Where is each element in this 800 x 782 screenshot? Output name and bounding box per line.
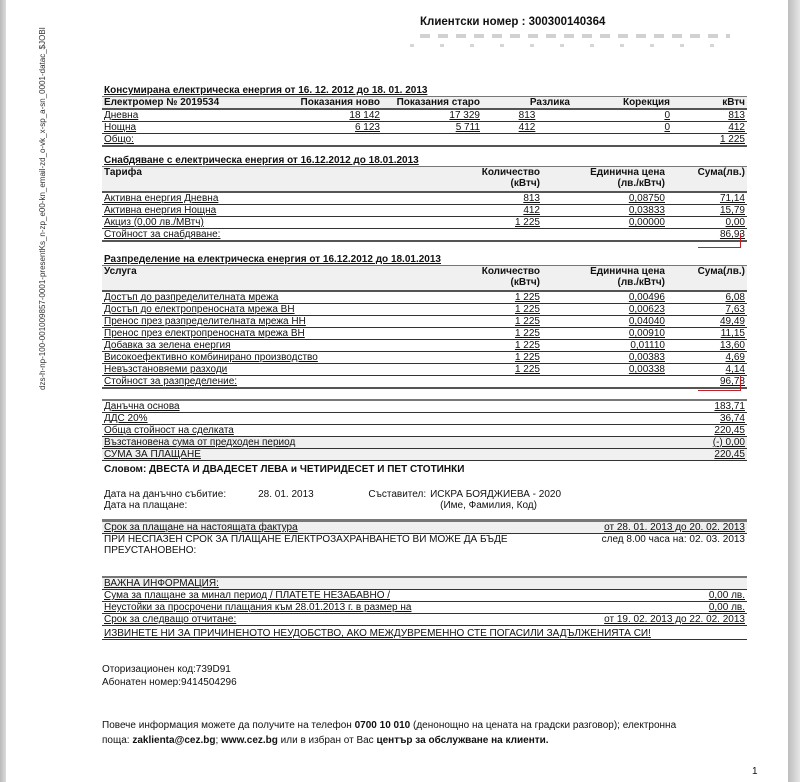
table-row [102, 364, 747, 376]
past-due-value: 0,00 лв. [547, 590, 747, 602]
total-label: Общо: [102, 134, 672, 147]
total-label: Стойност за разпределение: [102, 376, 667, 389]
disconnection-warning-cont: ПРЕУСТАНОВЕНО: [104, 545, 197, 556]
viewer-left-edge [0, 0, 6, 782]
authorization-code: Оторизационен код:739D91 [102, 664, 231, 675]
cell: 5 711 [382, 122, 482, 134]
cell: 17 329 [382, 109, 482, 122]
client-number: 300300140364 [528, 16, 606, 28]
cell: 412 [672, 122, 747, 134]
next-reading-label: Срок за следващо отчитане: [102, 614, 547, 626]
viewer-scrollbar[interactable] [788, 0, 800, 782]
deadline-value: от 28. 01. 2013 до 20. 02. 2013 [547, 522, 747, 534]
cell: 813 [482, 109, 572, 122]
cell: 0,00 [667, 217, 747, 229]
cell: 18 142 [272, 109, 382, 122]
footer-text: или в избран от Вас [277, 735, 377, 746]
disconnection-warning: ПРИ НЕСПАЗЕН СРОК ЗА ПЛАЩАНЕ ЕЛЕКТРОЗАХРАНВАНЕТО ВИ МОЖЕ ДА БЪДЕ [104, 534, 508, 545]
table-row [102, 122, 747, 134]
row-label: Активна енергия Нощна [102, 205, 432, 217]
amount-in-words: Словом: ДВЕСТА И ДВАДЕСЕТ ЛЕВА и ЧЕТИРИДЕСЕТ И ПЕТ СТОТИНКИ [104, 464, 465, 475]
distribution-header [102, 266, 747, 292]
cell: 1 225 [432, 364, 542, 376]
codes-block [102, 663, 237, 689]
page-number: 1 [752, 766, 758, 777]
row-label: Високоефективно комбинирано производство [102, 352, 432, 364]
cell: 1 225 [432, 316, 542, 328]
table-row [102, 304, 747, 316]
cell: 4,14 [667, 364, 747, 376]
vat-value: 36,74 [647, 413, 747, 425]
col-sum: Сума(лв.) [667, 266, 747, 292]
table-row [102, 192, 747, 205]
footer-text: ; [215, 735, 222, 746]
table-row [102, 340, 747, 352]
cell: 15,79 [667, 205, 747, 217]
cell: 7,63 [667, 304, 747, 316]
col-qty: Количество (кВтч) [432, 167, 542, 193]
refund-value: (-) 0,00 [647, 437, 747, 449]
table-row [102, 291, 747, 304]
cell: 49,49 [667, 316, 747, 328]
cell: 0 [572, 109, 672, 122]
cell: 0,00000 [542, 217, 667, 229]
cell: 71,14 [667, 192, 747, 205]
col-correction: Корекция [572, 97, 672, 110]
footer-text: (денонощно на цената на градски разговор); електронна [410, 720, 677, 731]
cell: 13,60 [667, 340, 747, 352]
cell: 1 225 [432, 217, 542, 229]
col-kwh: кВтч [672, 97, 747, 110]
cell: 6,08 [667, 291, 747, 304]
total-row [102, 376, 747, 389]
penalty-value: 0,00 лв. [547, 602, 747, 614]
cell: 1 225 [432, 304, 542, 316]
redacted-address-line [410, 44, 730, 47]
amount-due-value: 220,45 [647, 449, 747, 461]
cell: 0 [572, 122, 672, 134]
payment-date-label: Дата на плащане: [104, 500, 188, 511]
col-qty: Количество (кВтч) [432, 266, 542, 292]
total-label: Стойност за снабдяване: [102, 229, 667, 242]
row-label: Добавка за зелена енергия [102, 340, 432, 352]
tax-base-label: Данъчна основа [102, 401, 647, 413]
website-link[interactable]: www.cez.bg [221, 735, 278, 746]
cell: 412 [482, 122, 572, 134]
subscriber-number: Абонатен номер:9414504296 [102, 677, 237, 688]
refund-label: Възстановена сума от предходен период [102, 437, 647, 449]
col-diff: Разлика [482, 97, 572, 110]
row-label: Достъп до електропреносната мрежа ВН [102, 304, 432, 316]
deadline-block [102, 521, 747, 556]
cell: 1 225 [432, 352, 542, 364]
cell: 0,08750 [542, 192, 667, 205]
cell: 0,04040 [542, 316, 667, 328]
vat-label: ДДС 20% [102, 413, 647, 425]
tax-base-value: 183,71 [647, 401, 747, 413]
total-value: 96,78 [667, 376, 747, 389]
col-service: Услуга [102, 266, 432, 292]
cell: 0,00623 [542, 304, 667, 316]
past-due-label: Сума за плащане за минал период / ПЛАТЕТЕ НЕЗАБАВНО / [102, 590, 547, 602]
consumption-title: Консумирана електрическа енергия от 16. 12. 2012 до 18. 01. 2013 [102, 85, 747, 97]
supply-table [102, 155, 747, 242]
important-info [102, 578, 747, 640]
col-price: Единична цена (лв./кВтч) [542, 266, 667, 292]
next-reading-value: от 19. 02. 2013 до 22. 02. 2013 [547, 614, 747, 626]
summary-table [102, 401, 747, 475]
col-price: Единична цена (лв./кВтч) [542, 167, 667, 193]
table-row [102, 205, 747, 217]
col-tariff: Тарифа [102, 167, 432, 193]
cell: 813 [432, 192, 542, 205]
row-label: Невъзстановяеми разходи [102, 364, 432, 376]
tax-event-label: Дата на данъчно събитие: [104, 489, 227, 500]
cell: 0,00496 [542, 291, 667, 304]
deal-total-label: Обща стойност на сделката [102, 425, 647, 437]
deadline-label: Срок за плащане на настоящата фактура [102, 522, 547, 534]
cell: 6 123 [272, 122, 382, 134]
total-value: 86,93 [667, 229, 747, 242]
row-label: Нощна [102, 122, 272, 134]
row-label: Достъп до разпределителната мрежа [102, 291, 432, 304]
cell: 0,00910 [542, 328, 667, 340]
amount-due-label: СУМА ЗА ПЛАЩАНЕ [102, 449, 647, 461]
service-center-text: център за обслужване на клиенти. [376, 735, 549, 746]
footer-contact [102, 718, 702, 748]
distribution-table [102, 254, 747, 389]
cell: 0,03833 [542, 205, 667, 217]
document-id-side-text: dzs-h-np-100-001009857-0001-presentKs_n-zp_e00-kn_email-zd_o-vk_x-sp_a-sn_0001-datac_$JOBI [38, 27, 47, 390]
cell: 0,00338 [542, 364, 667, 376]
author-label: Съставител: [368, 489, 427, 500]
cell: 412 [432, 205, 542, 217]
disconnection-date: след 8.00 часа на: 02. 03. 2013 [601, 534, 745, 545]
row-label: Пренос през електропреносната мрежа ВН [102, 328, 432, 340]
author-name: ИСКРА БОЯДЖИЕВА - 2020 [430, 489, 562, 500]
row-label: Дневна [102, 109, 272, 122]
col-meter: Електромер № 2019534 [102, 97, 272, 110]
cell: 1 225 [432, 291, 542, 304]
important-title: ВАЖНА ИНФОРМАЦИЯ: [102, 578, 747, 590]
invoice-body [102, 85, 747, 640]
col-new: Показания ново [272, 97, 382, 110]
cell: 1 225 [432, 328, 542, 340]
supply-header [102, 167, 747, 193]
total-row [102, 134, 747, 147]
client-number-label: Клиентски номер : [420, 16, 526, 28]
total-value: 1 225 [672, 134, 747, 147]
cell: 0,00383 [542, 352, 667, 364]
cell: 1 225 [432, 340, 542, 352]
row-label: Акциз (0,00 лв./МВтч) [102, 217, 432, 229]
dates-block [102, 489, 747, 511]
row-label: Активна енергия Дневна [102, 192, 432, 205]
penalty-label: Неустойки за просрочени плащания към 28.01.2013 г. в размер на [102, 602, 547, 614]
email-link[interactable]: zaklienta@cez.bg [132, 735, 216, 746]
col-sum: Сума(лв.) [667, 167, 747, 193]
distribution-title: Разпределение на електрическа енергия от 16.12.2012 до 18.01.2013 [102, 254, 747, 266]
footer-text: Повече информация можете да получите на телефон [102, 720, 355, 731]
total-row [102, 229, 747, 242]
footer-text: поща: [102, 735, 133, 746]
cell: 11,15 [667, 328, 747, 340]
supply-title: Снабдяване с електрическа енергия от 16.12.2012 до 18.01.2013 [102, 155, 747, 167]
phone-number: 0700 10 010 [354, 720, 411, 731]
apology-note: ИЗВИНЕТЕ НИ ЗА ПРИЧИНЕНОТО НЕУДОБСТВО, АКО МЕЖДУВРЕМЕННО СТЕ ПОГАСИЛИ ЗАДЪЛЖЕНИЯТА СИ! [102, 626, 747, 640]
table-row [102, 352, 747, 364]
redacted-address-line [420, 34, 730, 38]
red-pen-underline-supply [698, 233, 741, 248]
table-row [102, 109, 747, 122]
cell: 813 [672, 109, 747, 122]
cell: 4,69 [667, 352, 747, 364]
table-row [102, 328, 747, 340]
deal-total-value: 220,45 [647, 425, 747, 437]
red-pen-underline-distribution [698, 375, 741, 391]
tax-event-date: 28. 01. 2013 [258, 489, 314, 500]
cell: 0,01110 [542, 340, 667, 352]
table-row [102, 316, 747, 328]
author-hint: (Име, Фамилия, Код) [440, 500, 537, 511]
client-header [420, 16, 605, 28]
col-old: Показания старо [382, 97, 482, 110]
consumption-table [102, 85, 747, 147]
row-label: Пренос през разпределителната мрежа НН [102, 316, 432, 328]
table-row [102, 217, 747, 229]
